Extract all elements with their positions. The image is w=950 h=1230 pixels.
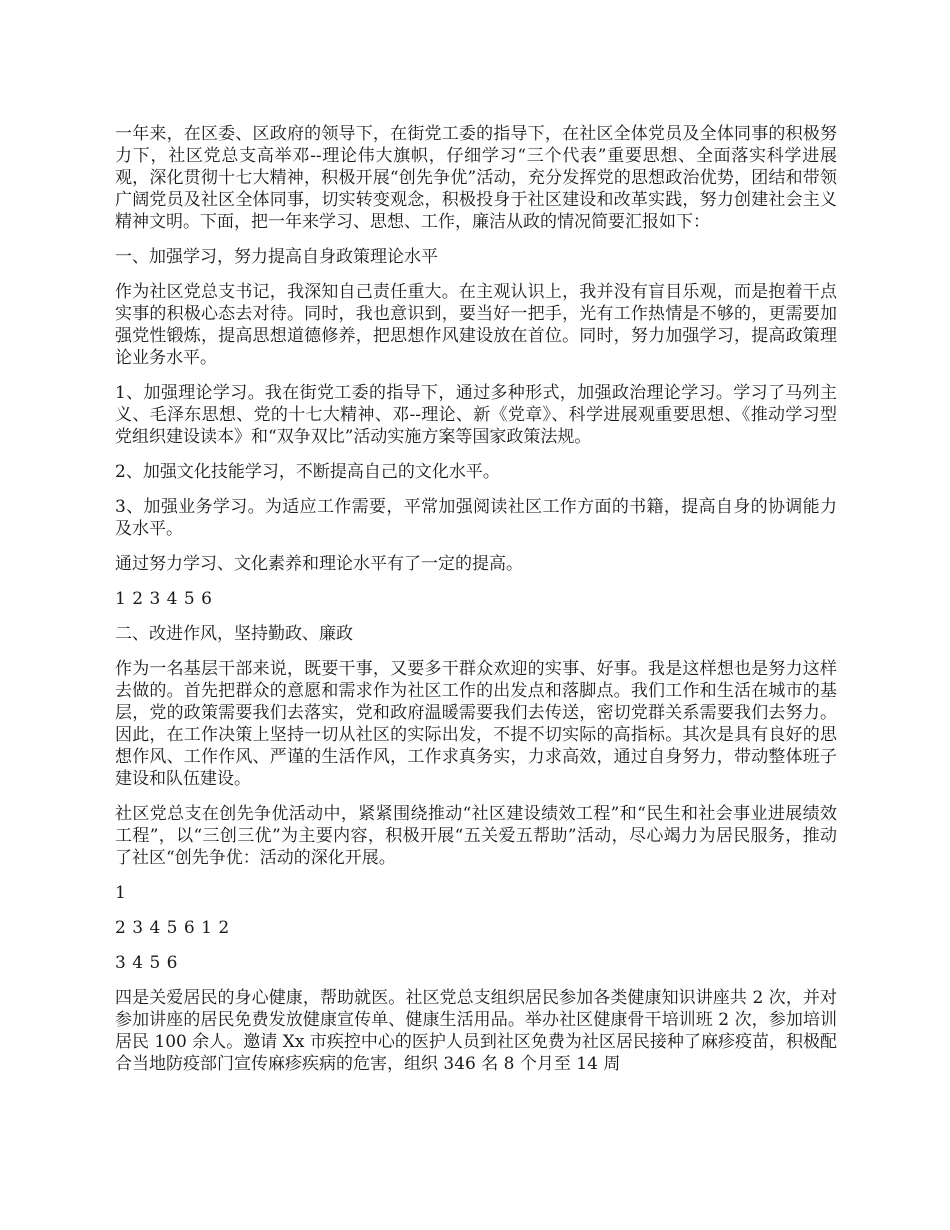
activity-paragraph: 社区党总支在创先争优活动中，紧紧围绕推动“社区建设绩效工程”和“民生和社会事业进展绩效工程”，以“三创三优”为主要内容，积极开展“五关爱五帮助”活动，尽心竭力为居民服务，推动了社区“创先争优：活动的深化开展。: [115, 804, 837, 868]
section-heading-2: 二、改进作风，坚持勤政、廉政: [115, 624, 353, 644]
section-heading-1: 一、加强学习，努力提高自身政策理论水平: [115, 247, 438, 267]
section-2-paragraph: 作为一名基层干部来说，既要干事，又要多干群众欢迎的实事、好事。我是这样想也是努力这样去做的。首先把群众的意愿和需求作为社区工作的出发点和落脚点。我们工作和生活在城市的基层，党的政策需要我们去落实，党和政府温暖需要我们去传送，密切党群关系需要我们去努力。因此，在工作决策上坚持一切从社区的实际出发，不提不切实际的高指标。其次是具有良好的思想作风、工作作风、严谨的生活作风，工作求真务实，力求高效，通过自身努力，带动整体班子建设和队伍建设。: [115, 659, 837, 789]
health-paragraph: 四是关爱居民的身心健康，帮助就医。社区党总支组织居民参加各类健康知识讲座共 2 次，并对参加讲座的居民免费发放健康宣传单、健康生活用品。举办社区健康骨干培训班 2 次，参加培训居民 100 余人。邀请 Xx 市疾控中心的医护人员到社区免费为社区居民接种了麻疹疫苗，积极配合当地防疫部门宣传麻疹疾病的危害，组织 346 名 8 个月至 14 周: [115, 988, 837, 1074]
section-1-paragraph: 作为社区党总支书记，我深知自己责任重大。在主观认识上，我并没有盲目乐观，而是抱着干点实事的积极心态去对待。同时，我也意识到，要当好一把手，光有工作热情是不够的，更需要加强党性锻炼，提高思想道德修养，把思想作风建设放在首位。同时，努力加强学习，提高政策理论业务水平。: [115, 282, 837, 368]
number-line: 2 3 4 5 6 1 2: [115, 918, 230, 938]
item-2-paragraph: 2、加强文化技能学习，不断提高自己的文化水平。: [115, 462, 500, 482]
number-line: 1: [115, 883, 127, 903]
summary-paragraph: 通过努力学习、文化素养和理论水平有了一定的提高。: [115, 554, 523, 574]
number-line: 1 2 3 4 5 6: [115, 589, 213, 609]
number-line: 3 4 5 6: [115, 953, 178, 973]
intro-paragraph: 一年来，在区委、区政府的领导下，在街党工委的指导下，在社区全体党员及全体同事的积极努力下，社区党总支高举邓--理论伟大旗帜，仔细学习“三个代表”重要思想、全面落实科学进展观，深化贯彻十七大精神，积极开展“创先争优”活动，充分发挥党的思想政治优势，团结和带领广阔党员及社区全体同事，切实转变观念，积极投身于社区建设和改革实践，努力创建社会主义精神文明。下面，把一年来学习、思想、工作，廉洁从政的情况简要汇报如下：: [115, 124, 837, 232]
item-1-paragraph: 1、加强理论学习。我在街党工委的指导下，通过多种形式，加强政治理论学习。学习了马列主义、毛泽东思想、党的十七大精神、邓--理论、新《党章》、科学进展观重要思想、《推动学习型党组织建设读本》和“双争双比”活动实施方案等国家政策法规。: [115, 383, 837, 447]
document-page: [115, 123, 837, 1088]
item-3-paragraph: 3、加强业务学习。为适应工作需要，平常加强阅读社区工作方面的书籍，提高自身的协调能力及水平。: [115, 497, 837, 539]
